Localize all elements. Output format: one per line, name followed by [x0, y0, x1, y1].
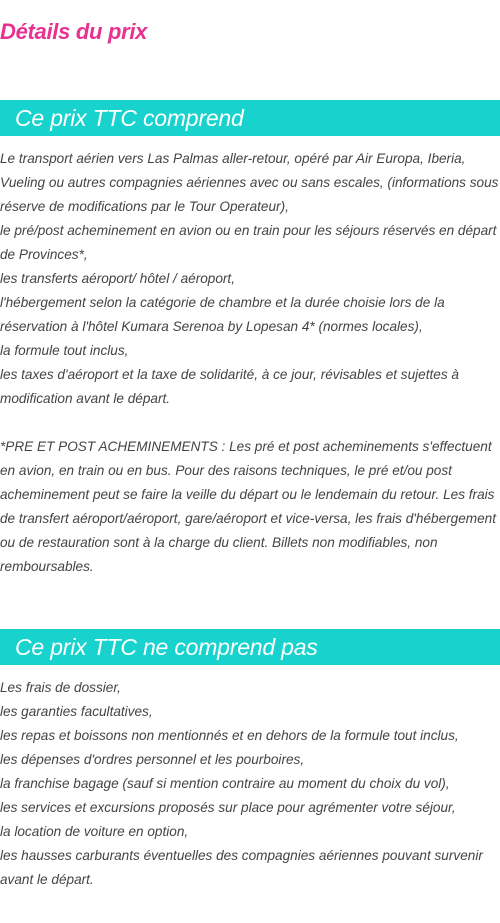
included-heading: Ce prix TTC comprend: [15, 105, 244, 131]
included-item: le pré/post acheminement en avion ou en train pour les séjours réservés en départ de Provinces*,: [0, 223, 497, 262]
excluded-item: les garanties facultatives,: [0, 704, 153, 719]
paragraph-spacer: [0, 411, 500, 435]
excluded-section-header: [0, 629, 500, 665]
excluded-heading: Ce prix TTC ne comprend pas: [15, 634, 318, 660]
excluded-item: les services et excursions proposés sur place pour agrémenter votre séjour,: [0, 800, 456, 815]
excluded-item: Les frais de dossier,: [0, 680, 121, 695]
page-title: Détails du prix: [0, 19, 148, 44]
excluded-item: les repas et boissons non mentionnés et en dehors de la formule tout inclus,: [0, 728, 459, 743]
excluded-item: la location de voiture en option,: [0, 824, 189, 839]
excluded-list: [0, 676, 500, 892]
pre-post-acheminement-note: *PRE ET POST ACHEMINEMENTS : Les pré et post acheminements s'effectuent en avion, en train ou en bus. Pour des raisons techniques, le pré et/ou post acheminement peut se faire la veille du départ ou le lendemain du retour. Les frais de transfert aéroport/aéroport, gare/aéroport et vice-versa, les frais d'hébergement ou de restauration sont à la charge du client. Billets non modifiables, non remboursables.: [0, 439, 497, 574]
excluded-item: la franchise bagage (sauf si mention contraire au moment du choix du vol),: [0, 776, 450, 791]
excluded-item: les hausses carburants éventuelles des compagnies aériennes pouvant survenir avant le départ.: [0, 848, 483, 887]
included-item: Le transport aérien vers Las Palmas aller-retour, opéré par Air Europa, Iberia, Vueling ou autres compagnies aériennes avec ou sans escales, (informations sous réserve de modifications par le Tour Operateur),: [0, 151, 499, 214]
excluded-item: les dépenses d'ordres personnel et les pourboires,: [0, 752, 305, 767]
included-item: les transferts aéroport/ hôtel / aéroport,: [0, 271, 235, 286]
included-item: l'hébergement selon la catégorie de chambre et la durée choisie lors de la réservation à l'hôtel Kumara Serenoa by Lopesan 4* (normes locales),: [0, 295, 445, 334]
included-list: [0, 147, 500, 579]
included-item: la formule tout inclus,: [0, 343, 129, 358]
included-section-header: [0, 100, 500, 136]
included-item: les taxes d'aéroport et la taxe de solidarité, à ce jour, révisables et sujettes à modification avant le départ.: [0, 367, 459, 406]
